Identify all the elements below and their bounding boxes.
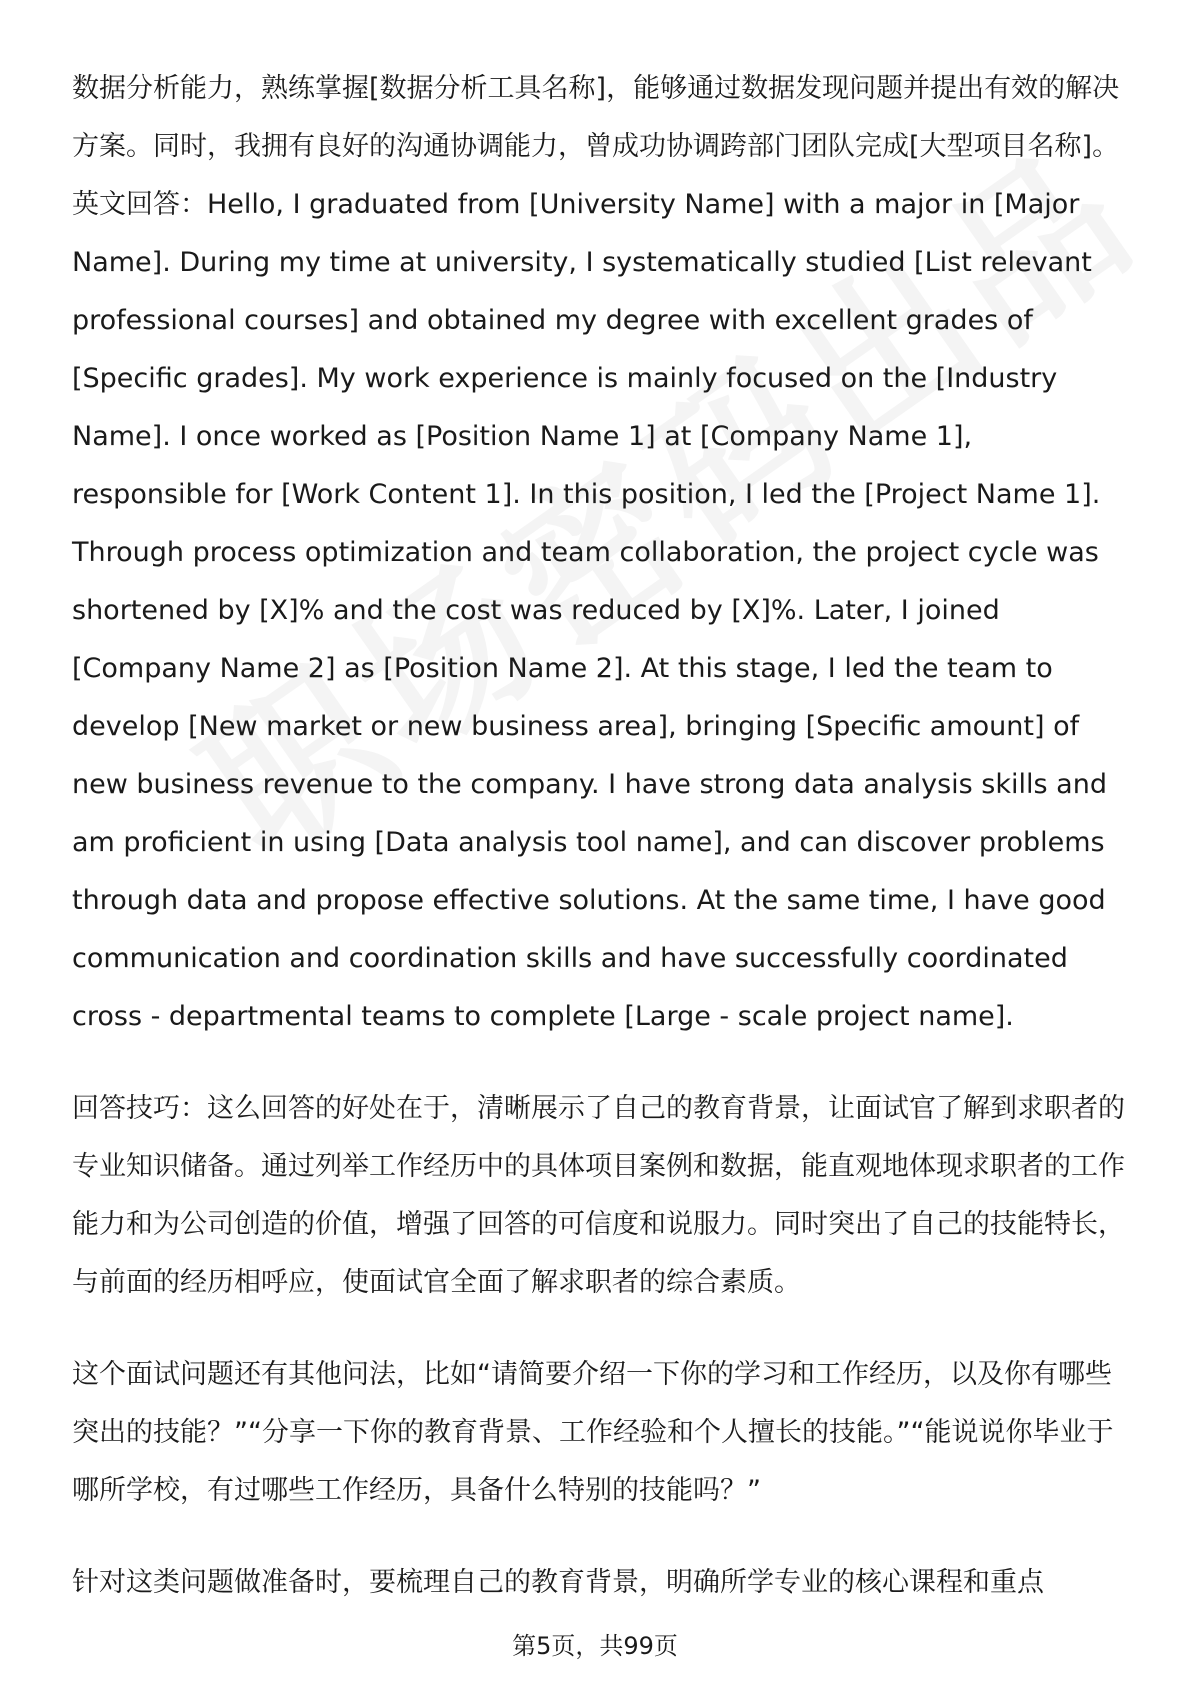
- page-number-footer: 第5页，共99页: [512, 1632, 678, 1660]
- tips-paragraph: 回答技巧：这么回答的好处在于，清晰展示了自己的教育背景，让面试官了解到求职者的专业知识储备。通过列举工作经历中的具体项目案例和数据，能直观地体现求职者的工作能力和为公司创造的价值，增强了回答的可信度和说服力。同时突出了自己的技能特长，与前面的经历相呼应，使面试官全面了解求职者的综合素质。: [72, 1093, 1125, 1298]
- preparation-paragraph: 针对这类问题做准备时，要梳理自己的教育背景，明确所学专业的核心课程和重点: [72, 1567, 1044, 1598]
- answer-paragraph: 数据分析能力，熟练掌握[数据分析工具名称]，能够通过数据发现问题并提出有效的解决方案。同时，我拥有良好的沟通协调能力，曾成功协调跨部门团队完成[大型项目名称]。 英文回答：Hello, I graduated from [University Name] with a major in [Major Name]. During my time at university, I systematically studied [List relevant professional courses] and obtained my degree with excellent grades of [Specific grades]. My work experience is mainly focused on the [Industry Name]. I once worked as [Position Name 1] at [Company Name 1], responsible for [Work Content 1]. In this position, I led the [Project Name 1]. Through process optimization and team collaboration, the project cycle was shortened by [X]% and the cost was reduced by [X]%. Later, I joined [Company Name 2] as [Position Name 2]. At this stage, I led the team to develop [New market or new business area], bringing [Specific amount] of new business revenue to the company. I have strong data analysis skills and am proficient in using [Data analysis tool name], and can discover problems through data and propose effective solutions. At the same time, I have good communication and coordination skills and have successfully coordinated cross - departmental teams to complete [Large - scale project name].: [72, 73, 1120, 1032]
- alternate-questions-paragraph: 这个面试问题还有其他问法，比如“请简要介绍一下你的学习和工作经历，以及你有哪些突出的技能？”“分享一下你的教育背景、工作经验和个人擅长的技能。”“能说说你毕业于哪所学校，有过哪些工作经历，具备什么特别的技能吗？”: [72, 1359, 1114, 1506]
- document-body: [72, 60, 1128, 1612]
